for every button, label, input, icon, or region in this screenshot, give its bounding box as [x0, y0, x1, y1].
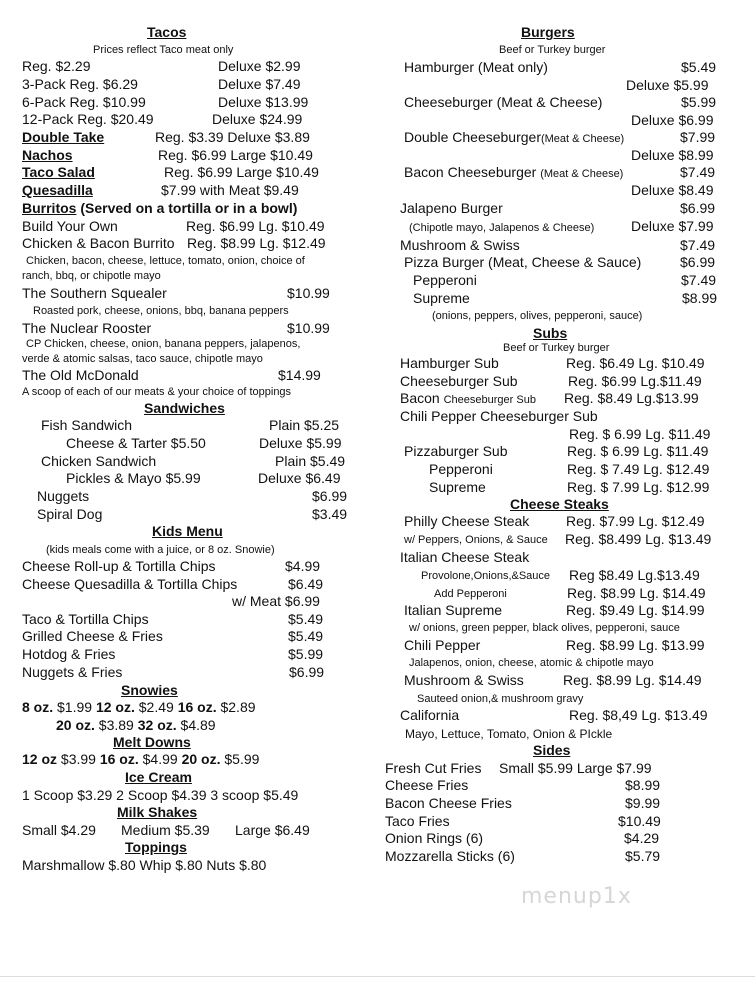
nuggets-name: Nuggets	[37, 488, 90, 504]
italian-supreme-price: Reg. $9.49 Lg. $14.99	[566, 602, 705, 618]
double-cheeseburger-deluxe: Deluxe $8.99	[631, 147, 714, 163]
double-take-price: Reg. $3.39 Deluxe $3.89	[155, 129, 310, 145]
jalapeno-burger-price: $6.99	[680, 200, 716, 216]
kids-item-price: $5.99	[288, 646, 324, 662]
kids-item-name: Grilled Cheese & Fries	[22, 628, 163, 644]
kids-item-price: $5.49	[288, 628, 324, 644]
side-item-name: Taco Fries	[385, 813, 450, 829]
chili-pepper-sub-name: Chili Pepper Cheeseburger Sub	[400, 408, 598, 424]
meltdown-price: $3.99	[57, 751, 100, 767]
philly-cheese-steak-price: Reg. $7.99 Lg. $12.49	[566, 513, 705, 529]
fish-sandwich-option: Cheese & Tarter $5.50	[66, 435, 206, 451]
bacon-cheeseburger-note: (Meat & Cheese)	[540, 168, 624, 180]
jalapeno-burger-deluxe: Deluxe $7.99	[631, 218, 714, 234]
mushroom-swiss-steak-price: Reg. $8.99 Lg. $14.49	[563, 672, 702, 688]
toppings-heading: Toppings	[125, 839, 187, 855]
bacon-cheeseburger-sub-price: Reg. $8.49 Lg.$13.99	[564, 390, 699, 406]
cheese-steaks-heading: Cheese Steaks	[510, 496, 609, 512]
melt-downs-heading: Melt Downs	[113, 734, 191, 750]
meltdown-size: 12 oz	[22, 751, 58, 767]
cheeseburger-deluxe: Deluxe $6.99	[631, 112, 714, 128]
pizza-burger-pepperoni: Pepperoni	[413, 272, 477, 288]
fresh-cut-fries-price: Small $5.99 Large $7.99	[499, 760, 652, 776]
toppings-prices: Marshmallow $.80 Whip $.80 Nuts $.80	[22, 857, 267, 873]
snowies-sizes-2	[56, 717, 216, 734]
build-your-own-name: Build Your Own	[22, 218, 118, 234]
pepperoni-sub-name: Pepperoni	[429, 461, 493, 477]
old-mcdonald-desc: A scoop of each of our meats & your choice of toppings	[22, 386, 292, 398]
milk-shakes-heading: Milk Shakes	[117, 804, 198, 820]
pizza-burger-supreme: Supreme	[413, 290, 470, 306]
snowies-heading: Snowies	[121, 682, 178, 698]
snowie-price: $3.89	[94, 717, 138, 733]
supreme-sub-name: Supreme	[429, 479, 486, 495]
snowie-price: $4.89	[176, 717, 216, 733]
snowie-price: $2.49	[134, 699, 178, 715]
side-item-name: Cheese Fries	[385, 777, 469, 793]
kids-item-name: Nuggets & Fries	[22, 664, 123, 680]
chicken-bacon-desc-2: ranch, bbq, or chipotle mayo	[22, 270, 161, 282]
burgers-heading: Burgers	[521, 24, 575, 40]
supreme-sub-price: Reg. $ 7.99 Lg. $12.99	[567, 479, 710, 495]
kids-item-name: Cheese Roll-up & Tortilla Chips	[22, 558, 216, 574]
italian-pepperoni-name: Add Pepperoni	[434, 588, 507, 600]
nuclear-rooster-desc-2: verde & atomic salsas, taco sauce, chipotle mayo	[22, 353, 263, 365]
italian-cheese-steak-name: Italian Cheese Steak	[400, 549, 530, 565]
build-your-own-price: Reg. $6.99 Lg. $10.49	[186, 218, 325, 234]
snowie-price: $1.99	[53, 699, 96, 715]
pizzaburger-sub-name: Pizzaburger Sub	[404, 443, 508, 459]
philly-option-name: w/ Peppers, Onions, & Sauce	[404, 534, 548, 546]
cheeseburger-name: Cheeseburger (Meat & Cheese)	[404, 94, 603, 110]
bacon-sub-title: Bacon	[400, 390, 444, 406]
hamburger-price: $5.49	[681, 59, 717, 75]
watermark: menup1x	[521, 884, 632, 909]
chili-pepper-steak-price: Reg. $8.99 Lg. $13.99	[566, 637, 705, 653]
tacos-3pack-label: 3-Pack Reg. $6.29	[22, 76, 138, 92]
tacos-note: Prices reflect Taco meat only	[93, 44, 234, 56]
cheeseburger-sub-price: Reg. $6.99 Lg.$11.49	[568, 373, 702, 389]
southern-squealer-name: The Southern Squealer	[22, 285, 167, 301]
mushroom-swiss-burger-name: Mushroom & Swiss	[400, 237, 520, 253]
kids-with-meat-price: w/ Meat $6.99	[232, 593, 320, 609]
bacon-cheeseburger-name	[404, 164, 623, 181]
italian-supreme-desc: w/ onions, green pepper, black olives, pepperoni, sauce	[409, 622, 680, 634]
kids-item-name: Taco & Tortilla Chips	[22, 611, 149, 627]
side-item-price: $10.49	[618, 813, 661, 829]
california-steak-desc: Mayo, Lettuce, Tomato, Onion & PIckle	[405, 727, 613, 741]
pizza-burger-supreme-price: $8.99	[682, 290, 718, 306]
kids-item-price: $6.99	[289, 664, 325, 680]
chicken-sandwich-price: Plain $5.49	[275, 453, 346, 469]
tacos-heading: Tacos	[147, 24, 187, 40]
nuclear-rooster-name: The Nuclear Rooster	[22, 320, 152, 336]
italian-pepperoni-price: Reg. $8.99 Lg. $14.49	[567, 585, 706, 601]
chicken-bacon-desc: Chicken, bacon, cheese, lettuce, tomato, onion, choice of	[26, 255, 305, 267]
old-mcdonald-price: $14.99	[278, 367, 321, 383]
fish-sandwich-deluxe: Deluxe $5.99	[259, 435, 342, 451]
tacos-reg-deluxe: Deluxe $2.99	[218, 58, 301, 74]
chicken-bacon-name: Chicken & Bacon Burrito	[22, 235, 175, 251]
snowie-price: $2.89	[216, 699, 256, 715]
southern-squealer-desc: Roasted pork, cheese, onions, bbq, banana peppers	[33, 305, 289, 317]
snowie-size: 20 oz.	[56, 717, 95, 733]
mushroom-swiss-burger-price: $7.49	[680, 237, 716, 253]
southern-squealer-price: $10.99	[287, 285, 330, 301]
nuggets-price: $6.99	[312, 488, 348, 504]
hamburger-deluxe: Deluxe $5.99	[626, 77, 709, 93]
spiral-dog-name: Spiral Dog	[37, 506, 103, 522]
pizzaburger-sub-price: Reg. $ 6.99 Lg. $11.49	[567, 443, 709, 459]
kids-menu-note: (kids meals come with a juice, or 8 oz. Snowie)	[46, 544, 275, 556]
double-cheeseburger-title: Double Cheeseburger	[404, 129, 541, 145]
nachos-name: Nachos	[22, 147, 73, 163]
burritos-title: Burritos	[22, 200, 77, 216]
pizza-burger-pepperoni-price: $7.49	[681, 272, 717, 288]
snowie-size: 32 oz.	[137, 717, 177, 733]
burgers-note: Beef or Turkey burger	[499, 44, 606, 56]
meltdown-size: 20 oz.	[181, 751, 221, 767]
snowie-size: 12 oz.	[95, 699, 135, 715]
snowie-size: 16 oz.	[177, 699, 217, 715]
meltdown-size: 16 oz.	[99, 751, 139, 767]
jalapeno-burger-name: Jalapeno Burger	[400, 200, 503, 216]
pepperoni-sub-price: Reg. $ 7.49 Lg. $12.49	[567, 461, 710, 477]
mushroom-swiss-steak-desc: Sauteed onion,& mushroom gravy	[417, 693, 584, 705]
kids-item-name: Hotdog & Fries	[22, 646, 116, 662]
side-item-name: Bacon Cheese Fries	[385, 795, 512, 811]
milk-shake-large: Large $6.49	[235, 822, 310, 838]
kids-item-price: $5.49	[288, 611, 324, 627]
meltdown-price: $4.99	[138, 751, 182, 767]
side-item-price: $4.29	[624, 830, 660, 846]
sides-heading: Sides	[533, 742, 571, 758]
double-cheeseburger-price: $7.99	[680, 129, 716, 145]
meltdown-price: $5.99	[220, 751, 260, 767]
nuclear-rooster-desc: CP Chicken, cheese, onion, banana peppers, jalapenos,	[26, 338, 301, 350]
melt-downs-sizes	[22, 751, 259, 768]
quesadilla-price: $7.99 with Meat $9.49	[161, 182, 299, 198]
italian-option-name: Provolone,Onions,&Sauce	[421, 570, 551, 582]
bottom-divider	[0, 976, 755, 977]
burritos-heading	[22, 200, 297, 217]
double-take-name: Double Take	[22, 129, 105, 145]
pizza-burger-name: Pizza Burger (Meat, Cheese & Sauce)	[404, 254, 642, 270]
jalapeno-burger-note: (Chipotle mayo, Jalapenos & Cheese)	[409, 222, 595, 234]
tacos-6pack-label: 6-Pack Reg. $10.99	[22, 94, 146, 110]
kids-item-price: $4.99	[285, 558, 321, 574]
cheeseburger-price: $5.99	[681, 94, 717, 110]
chicken-sandwich-deluxe: Deluxe $6.49	[258, 470, 341, 486]
taco-salad-price: Reg. $6.99 Large $10.49	[164, 164, 319, 180]
pizza-burger-price: $6.99	[680, 254, 716, 270]
tacos-12pack-deluxe: Deluxe $24.99	[212, 111, 303, 127]
ice-cream-heading: Ice Cream	[125, 769, 192, 785]
hamburger-sub-price: Reg. $6.49 Lg. $10.49	[566, 355, 705, 371]
double-cheeseburger-name	[404, 129, 624, 146]
chili-pepper-sub-price: Reg. $ 6.99 Lg. $11.49	[569, 426, 711, 442]
tacos-6pack-deluxe: Deluxe $13.99	[218, 94, 309, 110]
nachos-price: Reg. $6.99 Large $10.49	[158, 147, 313, 163]
taco-salad-name: Taco Salad	[22, 164, 95, 180]
snowie-size: 8 oz.	[22, 699, 54, 715]
italian-supreme-name: Italian Supreme	[404, 602, 503, 618]
fish-sandwich-price: Plain $5.25	[269, 417, 340, 433]
chili-pepper-steak-desc: Jalapenos, onion, cheese, atomic & chipotle mayo	[409, 657, 654, 669]
tacos-3pack-deluxe: Deluxe $7.49	[218, 76, 301, 92]
nuclear-rooster-price: $10.99	[287, 320, 330, 336]
sandwiches-heading: Sandwiches	[144, 400, 225, 416]
hamburger-name: Hamburger (Meat only)	[404, 59, 548, 75]
side-item-name: Onion Rings (6)	[385, 830, 484, 846]
fish-sandwich-name: Fish Sandwich	[41, 417, 133, 433]
tacos-12pack-label: 12-Pack Reg. $20.49	[22, 111, 154, 127]
kids-item-name: Cheese Quesadilla & Tortilla Chips	[22, 576, 238, 592]
ice-cream-prices: 1 Scoop $3.29 2 Scoop $4.39 3 scoop $5.49	[22, 787, 299, 803]
chili-pepper-steak-name: Chili Pepper	[404, 637, 481, 653]
pizza-burger-supreme-desc: (onions, peppers, olives, pepperoni, sauce)	[432, 310, 643, 322]
california-steak-name: California	[400, 707, 460, 723]
subs-note: Beef or Turkey burger	[503, 342, 610, 354]
kids-item-price: $6.49	[288, 576, 324, 592]
philly-cheese-steak-name: Philly Cheese Steak	[404, 513, 530, 529]
california-steak-price: Reg. $8,49 Lg. $13.49	[569, 707, 708, 723]
snowies-sizes-1	[22, 699, 256, 716]
old-mcdonald-name: The Old McDonald	[22, 367, 139, 383]
side-item-name: Mozzarella Sticks (6)	[385, 848, 515, 864]
side-item-price: $5.79	[625, 848, 661, 864]
subs-heading: Subs	[533, 325, 568, 341]
chicken-bacon-price: Reg. $8.99 Lg. $12.49	[187, 235, 326, 251]
milk-shake-medium: Medium $5.39	[121, 822, 210, 838]
fresh-cut-fries-name: Fresh Cut Fries	[385, 760, 482, 776]
philly-option-price: Reg. $8.499 Lg. $13.49	[565, 531, 712, 547]
chicken-sandwich-option: Pickles & Mayo $5.99	[66, 470, 201, 486]
bacon-cheeseburger-sub-name	[400, 390, 536, 407]
mushroom-swiss-steak-name: Mushroom & Swiss	[404, 672, 524, 688]
quesadilla-name: Quesadilla	[22, 182, 93, 198]
bacon-cheeseburger-title: Bacon Cheeseburger	[404, 164, 541, 180]
double-cheeseburger-note: (Meat & Cheese)	[540, 133, 625, 145]
milk-shake-small: Small $4.29	[22, 822, 96, 838]
cheeseburger-sub-name: Cheeseburger Sub	[400, 373, 518, 389]
side-item-price: $9.99	[625, 795, 661, 811]
spiral-dog-price: $3.49	[312, 506, 348, 522]
kids-menu-heading: Kids Menu	[152, 523, 223, 539]
bacon-cheeseburger-deluxe: Deluxe $8.49	[631, 182, 714, 198]
tacos-reg-label: Reg. $2.29	[22, 58, 91, 74]
burritos-note: (Served on a tortilla or in a bowl)	[80, 200, 298, 216]
bacon-sub-note: Cheeseburger Sub	[443, 394, 536, 406]
italian-option-price: Reg $8.49 Lg.$13.49	[569, 567, 700, 583]
side-item-price: $8.99	[625, 777, 661, 793]
chicken-sandwich-name: Chicken Sandwich	[41, 453, 157, 469]
bacon-cheeseburger-price: $7.49	[680, 164, 716, 180]
hamburger-sub-name: Hamburger Sub	[400, 355, 499, 371]
